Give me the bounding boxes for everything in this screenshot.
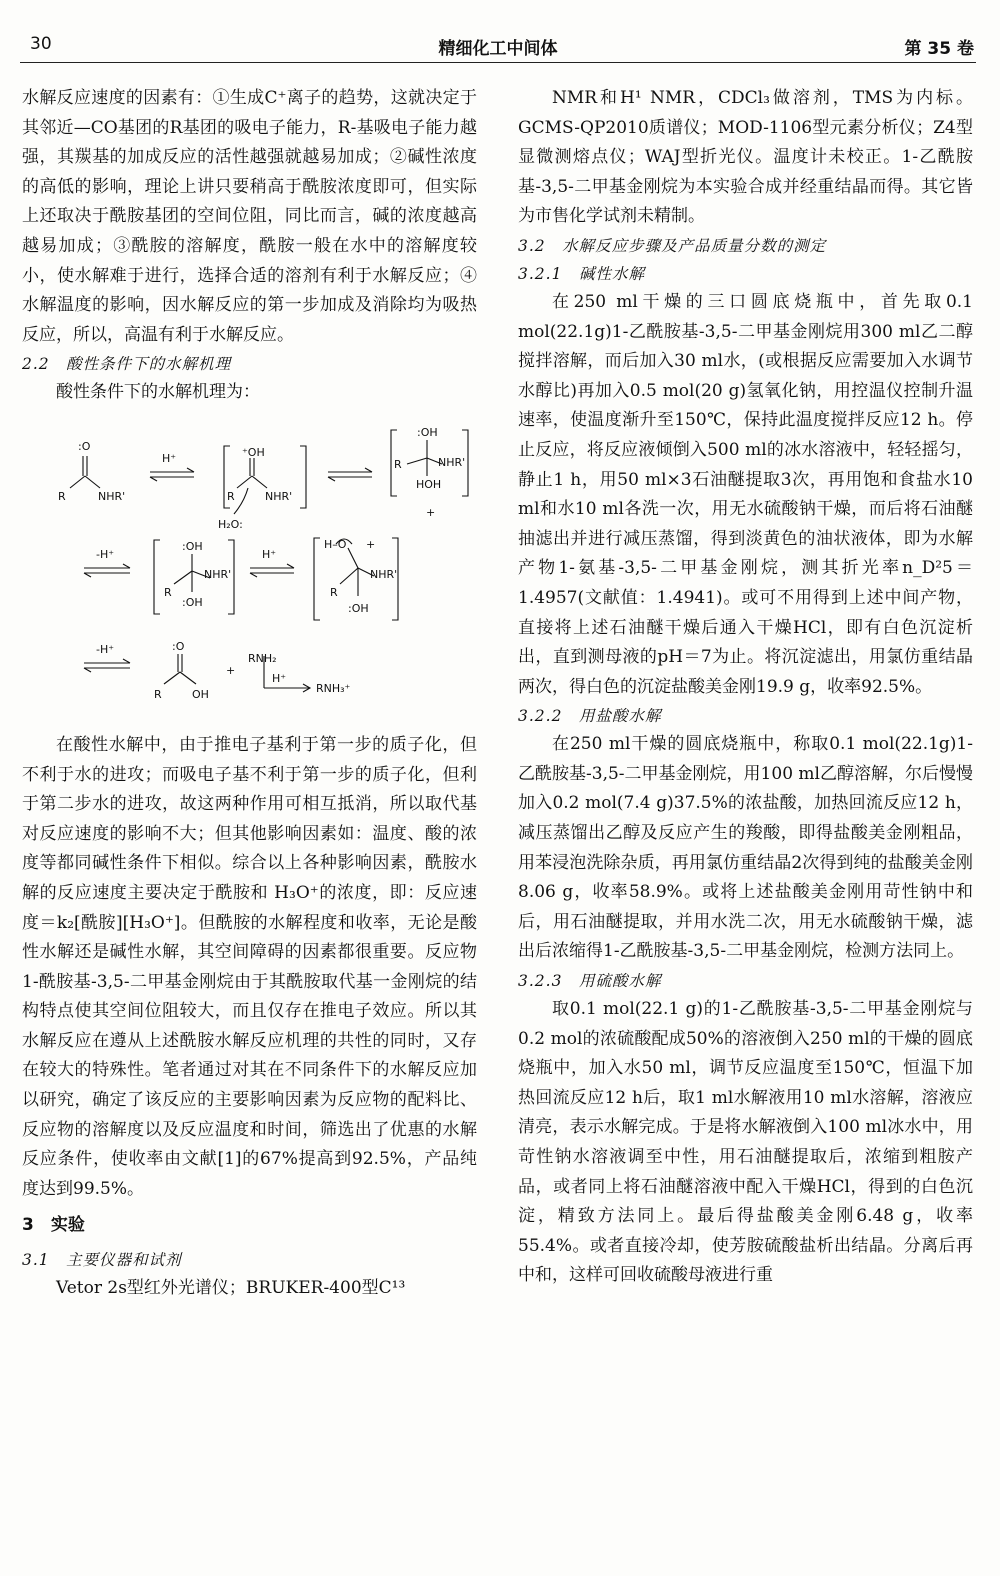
paragraph: Vetor 2s型红外光谱仪；BRUKER-400型C¹³: [56, 1278, 406, 1299]
section-heading-3-1: 3.1 主要仪器和试剂: [22, 1251, 182, 1270]
acid-oh: OH: [192, 687, 209, 701]
acid-r-group: R: [154, 687, 162, 701]
protonated-nhr: NHR': [265, 489, 293, 503]
paragraph: 水解反应速度的因素有：①生成C⁺离子的趋势，这就决定于其邻近—CO基团的R基团的吸电子能力，R-基吸电子能力越强，其羰基的加成反应的活性越强就越易加成；②碱性浓度的高低的影响，理论上讲只要稍高于酰胺浓度即可，但实际上还取决于酰胺基团的空间位阻，同比而言，碱的浓度越高越易加成；③酰胺的溶解度，酰胺一般在水中的溶解度较小，使水解难于进行，选择合适的溶剂有利于水解反应；④水解温度的影响，因水解反应的第一步加成及消除均为吸热反应，所以，高温有利于水解反应。: [22, 88, 477, 345]
journal-title: 精细化工中间体: [438, 39, 558, 59]
paragraph: 取0.1 mol(22.1 g)的1-乙酰胺基-3,5-二甲基金刚烷与0.2 mol的浓硫酸配成50%的溶液倒入250 ml的干燥的圆底烧瓶中，加入水50 ml，调节反应温度至150℃，恒温下加热回流反应12 h后，取1 ml水解液用10 ml水溶解，溶液应清亮，表示水解完成。于是将水解液倒入100 ml冰水中，用苛性钠水溶液调至中性，用石油醚提取后，浓缩到粗胺产品，或者同上将石油醚溶液中配入干燥HCl，得到的白色沉淀，精致方法同上。最后得盐酸美金刚6.48 g，收率55.4%。或者直接冷却，使芳胺硫酸盐析出结晶。分离后再中和，这样可回收硫酸母液进行重: [518, 999, 973, 1286]
protonated-oh: ⁺OH: [242, 445, 265, 459]
plus-sign: +: [226, 663, 236, 677]
tetrahedral-hoh: HOH: [416, 477, 442, 491]
intermediate-oh: :OH: [348, 601, 369, 615]
section-heading-3: 3 实验: [22, 1215, 85, 1236]
proton-label-3: H⁺: [272, 671, 287, 685]
intermediate-r-group: R: [330, 585, 338, 599]
section-heading-2-2: 2.2 酸性条件下的水解机理: [22, 355, 232, 374]
diol-nhr: NHR': [204, 567, 232, 581]
left-column: [22, 84, 477, 1304]
mechanism-diagram: [22, 416, 477, 721]
intermediate-nhr: NHR': [370, 567, 398, 581]
section-heading-3-2-2: 3.2.2 用盐酸水解: [518, 707, 662, 726]
charge-plus-2: +: [366, 537, 376, 551]
amine-label: RNH₂: [248, 651, 277, 665]
ammonium-label: RNH₃⁺: [316, 681, 351, 695]
paragraph: NMR和H¹ NMR，CDCl₃做溶剂，TMS为内标。GCMS-QP2010质谱仪；MOD-1106型元素分析仪；Z4型显微测熔点仪；WAJ型折光仪。温度计未校正。1-乙酰胺基-3,5-二甲基金刚烷为本实验合成并经重结晶而得。其它皆为市售化学试剂未精制。: [518, 88, 973, 227]
protonated-ho: H–O: [324, 537, 347, 551]
volume-label: 第 35 卷: [904, 39, 974, 59]
diol-oh-bottom: :OH: [182, 595, 203, 609]
water-label: H₂O:: [218, 517, 243, 531]
page-number: 30: [30, 34, 52, 54]
right-column: [518, 84, 973, 1291]
protonated-r-group: R: [227, 489, 235, 503]
section-heading-3-2-1: 3.2.1 碱性水解: [518, 264, 645, 283]
section-heading-3-2-3: 3.2.3 用硫酸水解: [518, 972, 662, 991]
charge-plus: +: [426, 505, 436, 519]
proton-label: H⁺: [162, 451, 177, 465]
deprotonation-label: -H⁺: [96, 547, 115, 561]
page-header: [20, 32, 976, 63]
amide-r-group: R: [58, 489, 66, 503]
proton-label-2: H⁺: [262, 547, 277, 561]
acid-oxygen: :O: [172, 639, 185, 653]
section-heading-3-2: 3.2 水解反应步骤及产品质量分数的测定: [518, 236, 827, 255]
paragraph: 在250 ml干燥的圆底烧瓶中，称取0.1 mol(22.1g)1-乙酰胺基-3,5-二甲基金刚烷，用100 ml乙醇溶解，尔后慢慢加入0.2 mol(7.4 g)37.5%的浓盐酸，加热回流反应12 h，减压蒸馏出乙醇及反应产生的羧酸，即得盐酸美金刚粗品，用苯浸泡洗除杂质，再用氯仿重结晶2次得到纯的盐酸美金刚8.06 g，收率58.9%。或将上述盐酸美金刚用苛性钠中和后，用石油醚提取，并用水洗二次，用无水硫酸钠干燥，滤出后浓缩得1-乙酰胺基-3,5-二甲基金刚烷，检测方法同上。: [518, 734, 973, 962]
paragraph: 酸性条件下的水解机理为：: [56, 382, 260, 403]
paragraph: 在酸性水解中，由于推电子基利于第一步的质子化，但不利于水的进攻；而吸电子基不利于第一步的质子化，但利于第二步水的进攻，故这两种作用可相互抵消，所以取代基对反应速度的影响不大；但其他影响因素如：温度、酸的浓度等都同碱性条件下相似。综合以上各种影响因素，酰胺水解的反应速度主要决定于酰胺和 H₃O⁺的浓度，即：反应速度＝k₂[酰胺][H₃O⁺]。但酰胺的水解程度和收率，无论是酸性水解还是碱性水解，其空间障碍的因素都很重要。反应物1-酰胺基-3,5-二甲基金刚烷由于其酰胺取代基一金刚烷的结构特点使其空间位阻较大，而且仅存在推电子效应。所以其水解反应在遵从上述酰胺水解反应机理的共性的同时，又存在较大的特殊性。笔者通过对其在不同条件下的水解反应加以研究，确定了该反应的主要影响因素为反应物的配料比、反应物的溶解度以及反应温度和时间，筛选出了优惠的水解反应条件，使收率由文献[1]的67%提高到92.5%，产品纯度达到99.5%。: [22, 734, 477, 1199]
reaction-scheme: [22, 416, 477, 721]
diol-r-group: R: [164, 585, 172, 599]
amide-oxygen: :O: [78, 439, 91, 453]
paragraph: 在250 ml干燥的三口圆底烧瓶中，首先取0.1 mol(22.1g)1-乙酰胺基-3,5-二甲基金刚烷用300 ml乙二醇搅拌溶解，而后加入30 ml水，(或根据反应需要加入水调节水醇比)再加入0.5 mol(20 g)氢氧化钠，用控温仪控制升温速率，使温度渐升至150℃，保持此温度搅拌反应12 h。停止反应，将反应液倾倒入500 ml的冰水溶液中，轻轻摇匀，静止1 h，用50 ml×3石油醚提取3次，再用饱和食盐水10 ml和水10 ml各洗一次，用无水硫酸钠干燥，而后将石油醚抽滤出并进行减压蒸馏，得到淡黄色的油状液体，即为水解产物1-氨基-3,5-二甲基金刚烷，测其折光率n_D²5＝1.4957(文献值：1.4941)。或可不用得到上述中间产物，直接将上述石油醚干燥后通入干燥HCl，即有白色沉淀析出，直到测母液的pH＝7为止。将沉淀滤出，用氯仿重结晶两次，得白色的沉淀盐酸美金刚19.9 g，收率92.5%。: [518, 291, 973, 697]
deprotonation-label-2: -H⁺: [96, 642, 115, 656]
amide-nhr: NHR': [98, 489, 126, 503]
diol-oh-top: :OH: [182, 539, 203, 553]
tetrahedral-r-group: R: [394, 457, 402, 471]
tetrahedral-nhr: NHR': [438, 455, 466, 469]
tetrahedral-oh: :OH: [417, 425, 438, 439]
